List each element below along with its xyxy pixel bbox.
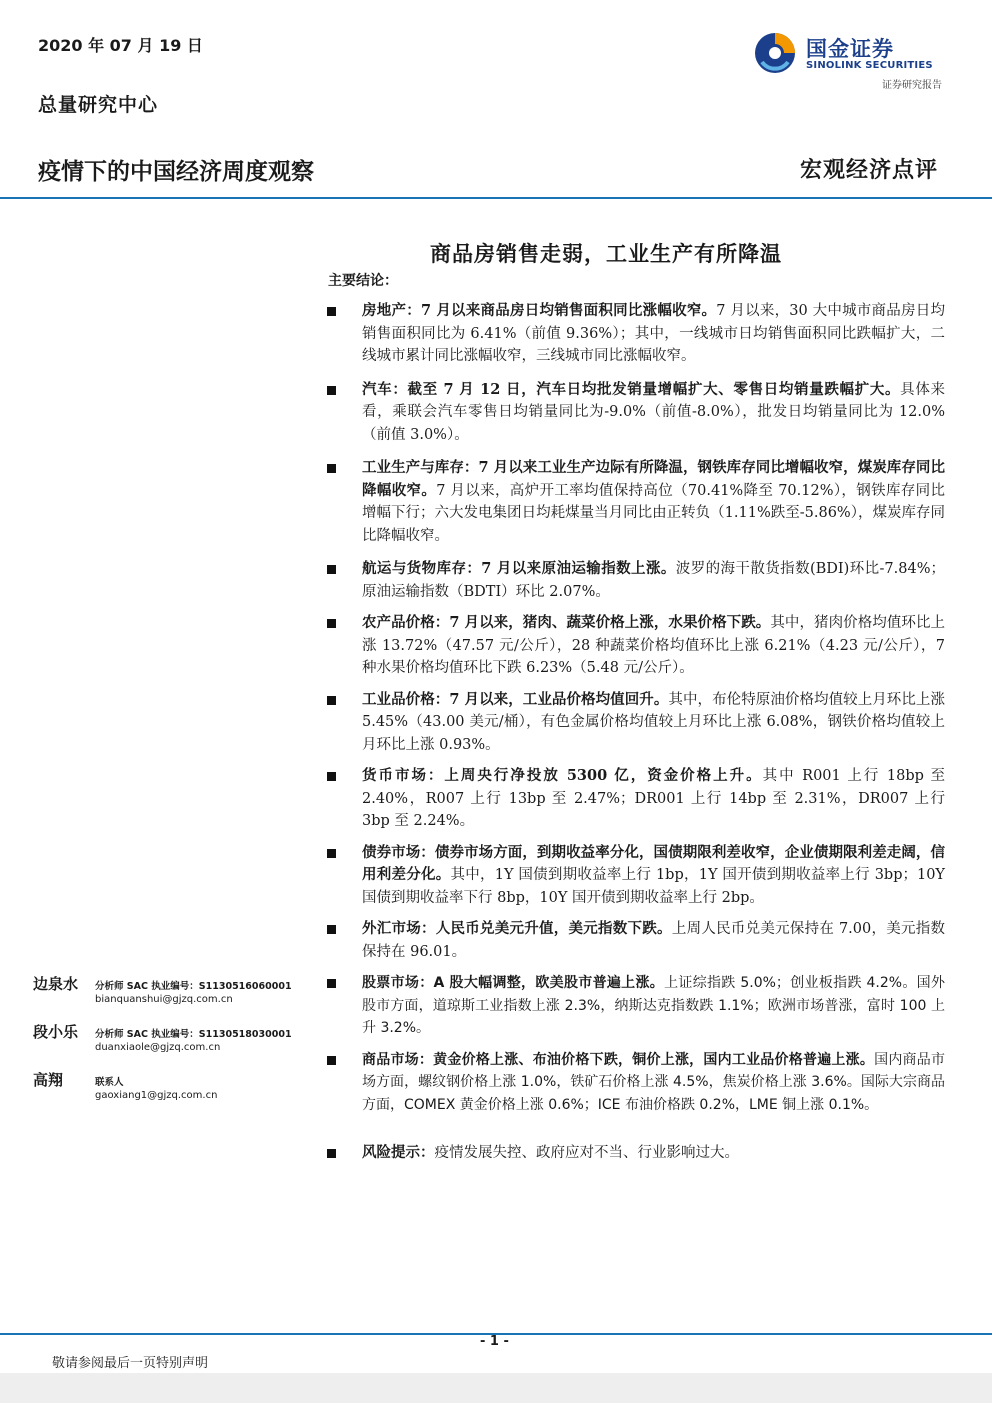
logo-mark-icon: [754, 32, 796, 74]
risk-warning: 风险提示：疫情发展失控、政府应对不当、行业影响过大。: [325, 1142, 945, 1165]
analyst-title: 联系人: [95, 1077, 124, 1088]
conclusion-label: 主要结论：: [328, 273, 398, 289]
analyst-email[interactable]: duanxiaole@gjzq.com.cn: [95, 1042, 221, 1053]
document-type: 宏观经济点评: [799, 157, 938, 183]
bullet-square-icon: [327, 696, 336, 705]
list-item: 工业品价格：7 月以来，工业品价格均值回升。其中，布伦特原油价格均值较上月环比上涨 5.45%（43.00 美元/桶），有色金属价格均值较上月环比上涨 6.08%，钢铁价格均值较上月环比上涨 0.93%。: [325, 689, 945, 757]
bullet-square-icon: [327, 307, 336, 316]
analyst-name: 边泉水: [33, 975, 79, 993]
list-item: 航运与货物库存：7 月以来原油运输指数上涨。波罗的海干散货指数(BDI)环比-7.84%；原油运输指数（BDTI）环比 2.07%。: [325, 558, 945, 603]
bullet-square-icon: [327, 619, 336, 628]
bullet-square-icon: [327, 386, 336, 395]
analyst-entry: [33, 1069, 313, 1117]
analyst-title: 分析师 SAC 执业编号：S1130518030001: [95, 1029, 292, 1040]
bullet-square-icon: [327, 1149, 336, 1158]
page-number: - 1 -: [480, 1334, 509, 1349]
list-item: 外汇市场：人民币兑美元升值，美元指数下跌。上周人民币兑美元保持在 7.00，美元指数保持在 96.01。: [325, 918, 945, 963]
bullet-square-icon: [327, 565, 336, 574]
document-title: 疫情下的中国经济周度观察: [38, 159, 314, 185]
list-item: 房地产：7 月以来商品房日均销售面积同比涨幅收窄。7 月以来，30 大中城市商品房日均销售面积同比为 6.41%（前值 9.36%）；其中，一线城市日均销售面积同比跌幅扩大，二线城市累计同比涨幅收窄，三线城市同比涨幅收窄。: [325, 300, 945, 368]
analyst-title: 分析师 SAC 执业编号：S1130516060001: [95, 981, 292, 992]
bullet-square-icon: [327, 464, 336, 473]
bullet-square-icon: [327, 1056, 336, 1065]
headline: 商品房销售走弱，工业生产有所降温: [430, 241, 782, 266]
company-logo: [754, 30, 942, 92]
analyst-entry: [33, 1021, 313, 1069]
bullet-square-icon: [327, 772, 336, 781]
analyst-name: 高翔: [33, 1071, 64, 1089]
list-item: 债券市场：债券市场方面，到期收益率分化，国债期限利差收窄，企业债期限利差走阔，信用利差分化。其中，1Y 国债到期收益率上行 1bp，1Y 国开债到期收益率上行 3bp；10Y 国债到期收益率下行 8bp，10Y 国开债到期收益率上行 2bp。: [325, 842, 945, 910]
analyst-entry: [33, 973, 313, 1021]
list-item: 货币市场：上周央行净投放 5300 亿，资金价格上升。其中 R001 上行 18bp 至 2.40%，R007 上行 13bp 至 2.47%；DR001 上行 14bp 至 2.31%，DR007 上行 3bp 至 2.24%。: [325, 765, 945, 833]
analyst-email[interactable]: bianquanshui@gjzq.com.cn: [95, 994, 233, 1005]
bullet-square-icon: [327, 849, 336, 858]
logo-text-en: SINOLINK SECURITIES: [806, 60, 933, 71]
bullet-square-icon: [327, 979, 336, 988]
logo-subtitle: 证券研究报告: [882, 80, 942, 91]
bullet-square-icon: [327, 925, 336, 934]
list-item: 农产品价格：7 月以来，猪肉、蔬菜价格上涨，水果价格下跌。其中，猪肉价格均值环比上涨 13.72%（47.57 元/公斤），28 种蔬菜价格均值环比上涨 6.21%（4.23 元/公斤），7 种水果价格均值环比下跌 6.23%（5.48 元/公斤）。: [325, 612, 945, 680]
report-date: 2020 年 07 月 19 日: [38, 36, 203, 55]
top-divider: [0, 197, 992, 199]
conclusion-list: [325, 300, 945, 1165]
analyst-email[interactable]: gaoxiang1@gjzq.com.cn: [95, 1090, 218, 1101]
analyst-list: [33, 973, 313, 1117]
disclaimer-note: 敬请参阅最后一页特别声明: [52, 1356, 209, 1371]
list-item: 商品市场：黄金价格上涨、布油价格下跌，铜价上涨，国内工业品价格普遍上涨。国内商品市场方面，螺纹钢价格上涨 1.0%，铁矿石价格上涨 4.5%，焦炭价格上涨 3.6%。国际大宗商品方面，COMEX 黄金价格上涨 0.6%；ICE 布油价格跌 0.2%，LME 铜上涨 0.1%。: [325, 1049, 945, 1117]
footer-band: [0, 1373, 992, 1403]
list-item: 汽车：截至 7 月 12 日，汽车日均批发销量增幅扩大、零售日均销量跌幅扩大。具体来看，乘联会汽车零售日均销量同比为-9.0%（前值-8.0%），批发日均销量同比为 12.0%（前值 3.0%）。: [325, 379, 945, 447]
list-item: 股票市场：A 股大幅调整，欧美股市普遍上涨。上证综指跌 5.0%；创业板指跌 4.2%。国外股市方面，道琼斯工业指数上涨 2.3%，纳斯达克指数跌 1.1%；欧洲市场普涨，富时 100 上升 3.2%。: [325, 972, 945, 1040]
list-item: 工业生产与库存：7 月以来工业生产边际有所降温，钢铁库存同比增幅收窄，煤炭库存同比降幅收窄。7 月以来，高炉开工率均值保持高位（70.41%降至 70.12%），钢铁库存同比增幅下行；六大发电集团日均耗煤量当月同比由正转负（1.11%跌至-5.86%），煤炭库存同比降幅收窄。: [325, 457, 945, 547]
analyst-name: 段小乐: [33, 1023, 79, 1041]
logo-text-cn: 国金证券: [806, 37, 894, 61]
research-center: 总量研究中心: [38, 94, 159, 116]
